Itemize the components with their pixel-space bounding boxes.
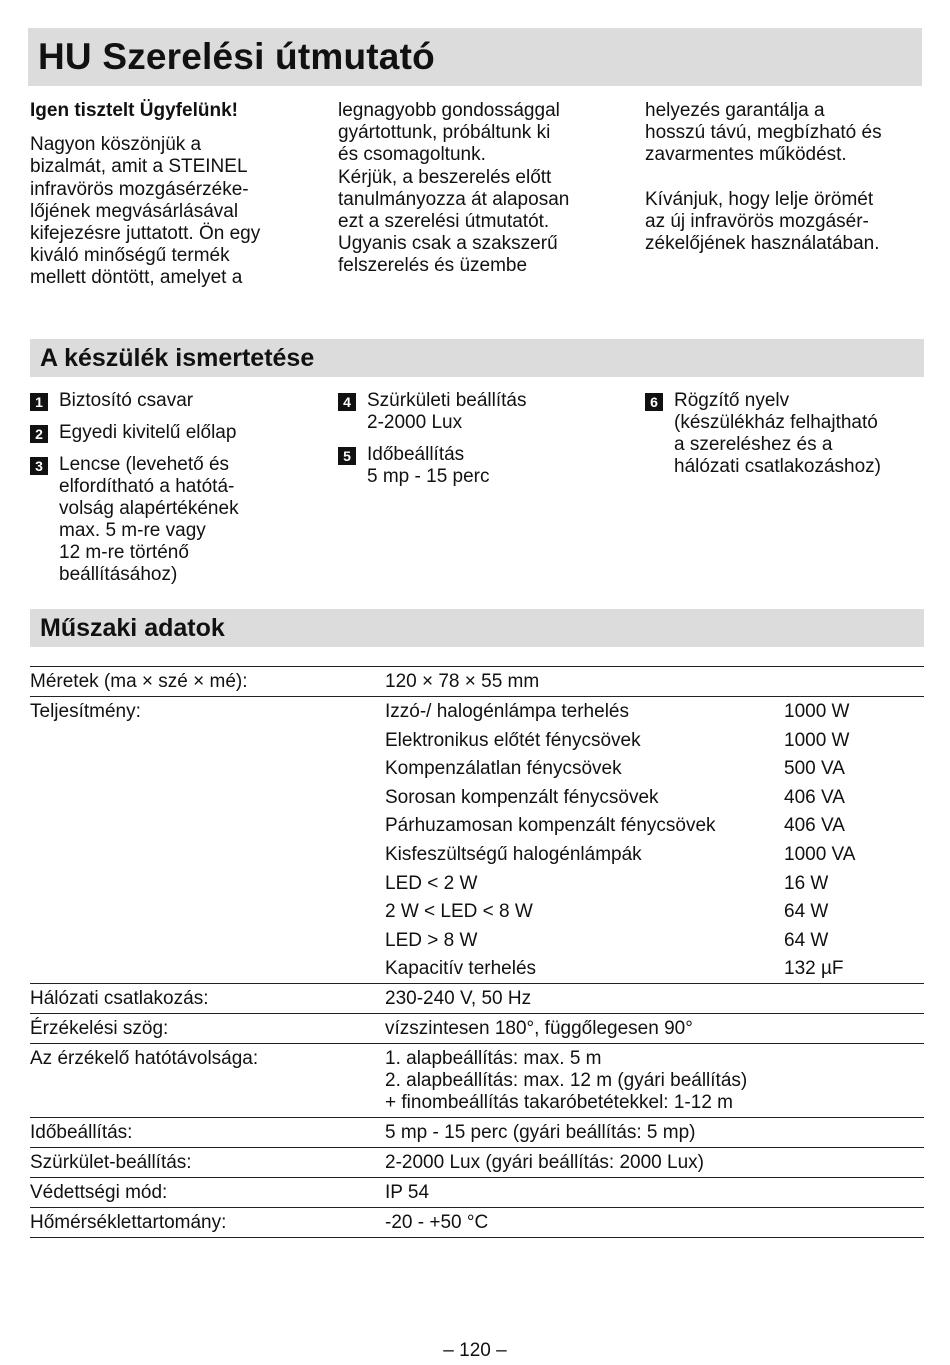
component-text: 12 m-re történő [59,542,189,563]
component-text: elfordítható a hatótá- [59,476,235,497]
load-value: 132 µF [784,958,844,980]
section-header-specs [30,609,924,647]
load-type: Kompenzálatlan fénycsövek [385,758,622,780]
intro-line: zavarmentes működést. [645,144,847,166]
component-item [30,454,310,586]
intro-line: tanulmányozza át alaposan [338,188,570,210]
load-type: Párhuzamosan kompenzált fénycsövek [385,815,716,837]
spec-label: Hálózati csatlakozás: [30,987,209,1009]
spec-value: -20 - +50 °C [385,1211,489,1233]
intro-line: és csomagoltunk. [338,144,486,166]
component-item [30,422,310,444]
component-text: Időbeállítás [367,444,465,465]
intro-line: Ugyanis csak a szakszerű [338,233,558,255]
intro-line: zékelőjének használatában. [645,233,880,255]
range-line: 1. alapbeállítás: max. 5 m [385,1047,602,1069]
load-type: Sorosan kompenzált fénycsövek [385,786,659,808]
table-row [30,1044,924,1118]
page-number: – 120 – [443,1340,507,1361]
load-value: 500 VA [784,758,845,780]
component-text: beállításához) [59,564,178,585]
component-text: (készülékház felhajtható [674,412,878,433]
range-line: + finombeállítás takaróbetétekkel: 1-12 m [385,1091,733,1113]
intro-column-3 [645,100,930,255]
power-item [385,811,924,840]
table-row [30,697,924,984]
load-type: LED > 8 W [385,929,478,951]
section-title: A készülék ismertetése [40,344,315,372]
component-number-badge: 4 [338,393,356,411]
table-row [30,984,924,1014]
component-number-badge: 1 [30,393,48,411]
intro-line: felszerelés és üzembe [338,255,528,277]
load-type: Kisfeszültségű halogénlámpák [385,843,642,865]
load-value: 64 W [784,901,829,923]
load-value: 16 W [784,872,829,894]
intro-text [30,100,922,300]
load-type: Izzó-/ halogénlámpa terhelés [385,701,629,722]
load-value: 1000 VA [784,843,856,865]
spec-label: Teljesítmény: [30,701,141,722]
spec-value: 5 mp - 15 perc (gyári beállítás: 5 mp) [385,1121,696,1143]
intro-line: lőjének megvásárlásával [30,200,239,222]
intro-line: az új infravörös mozgásér- [645,210,869,232]
intro-line: kiváló minőségű termék [30,245,230,267]
table-row [30,1118,924,1148]
load-value: 406 VA [784,786,845,808]
power-item [385,783,924,812]
intro-line: legnagyobb gondossággal [338,100,560,121]
title-bar [28,28,922,86]
table-row [30,1014,924,1044]
spec-value: vízszintesen 180°, függőlegesen 90° [385,1017,693,1039]
intro-line: Nagyon köszönjük a [30,134,202,156]
component-number-badge: 2 [30,425,48,443]
component-text: Szürkületi beállítás [367,390,527,411]
intro-line: gyártottunk, próbáltunk ki [338,122,551,144]
spec-value [385,1044,924,1117]
power-item [385,926,924,955]
component-number-badge: 3 [30,457,48,475]
spec-label: Időbeállítás: [30,1121,133,1143]
load-type: 2 W < LED < 8 W [385,901,533,923]
spec-label: Méretek (ma × szé × mé): [30,671,248,692]
load-value: 1000 W [784,729,850,751]
intro-line: mellett döntött, amelyet a [30,267,243,289]
component-text: Lencse (levehető és [59,454,230,475]
component-item [645,390,935,478]
component-text: a szereléshez és a [674,434,833,455]
component-number-badge: 5 [338,447,356,465]
power-item [385,697,924,726]
load-type: LED < 2 W [385,872,478,894]
spec-value: IP 54 [385,1181,430,1203]
spec-label: Érzékelési szög: [30,1017,169,1039]
intro-line: kifejezésre juttatott. Ön egy [30,223,261,245]
power-item [385,954,924,983]
spec-value: 120 × 78 × 55 mm [385,671,540,692]
component-text: hálózati csatlakozáshoz) [674,456,881,477]
component-item [338,444,628,488]
power-item [385,840,924,869]
power-list [385,697,924,983]
intro-line: infravörös mozgásérzéke- [30,178,249,200]
load-type: Elektronikus előtét fénycsövek [385,729,641,751]
component-text: 5 mp - 15 perc [367,466,490,487]
component-number-badge: 6 [645,393,663,411]
power-item [385,754,924,783]
specs-table [30,666,924,1238]
intro-line: Kérjük, a beszerelés előtt [338,166,552,188]
table-row [30,1208,924,1238]
intro-line: ezt a szerelési útmutatót. [338,211,550,233]
table-row [30,1148,924,1178]
power-item [385,726,924,755]
load-type: Kapacitív terhelés [385,958,537,980]
table-row [30,667,924,697]
load-value: 406 VA [784,815,845,837]
spec-label: Hőmérséklettartomány: [30,1211,227,1233]
component-item [338,390,628,434]
spec-value: 230-240 V, 50 Hz [385,987,532,1009]
page-title: HU Szerelési útmutató [38,36,435,77]
table-row [30,1178,924,1208]
intro-column-1 [30,100,315,290]
component-text: Egyedi kivitelű előlap [59,422,237,443]
component-text: 2-2000 Lux [367,412,463,433]
component-text: Rögzítő nyelv [674,390,790,411]
component-text: volság alapértékének [59,498,239,519]
section-title: Műszaki adatok [40,614,225,642]
spec-label: Az érzékelő hatótávolsága: [30,1047,259,1069]
intro-line: helyezés garantálja a [645,100,825,121]
intro-line: hosszú távú, megbízható és [645,122,882,144]
load-value: 1000 W [784,701,850,722]
intro-column-2 [338,100,623,278]
spec-label: Védettségi mód: [30,1181,168,1203]
greeting: Igen tisztelt Ügyfelünk! [30,100,238,121]
power-item [385,869,924,898]
power-item [385,897,924,926]
range-line: 2. alapbeállítás: max. 12 m (gyári beállítás) [385,1069,748,1091]
component-text: Biztosító csavar [59,390,194,411]
section-header-description [30,339,924,377]
spec-label: Szürkület-beállítás: [30,1151,192,1173]
intro-line: bizalmát, amit a STEINEL [30,156,248,178]
component-item [30,390,310,412]
intro-line: Kívánjuk, hogy lelje örömét [645,188,874,210]
component-text: max. 5 m-re vagy [59,520,206,541]
load-value: 64 W [784,929,829,951]
spec-value: 2-2000 Lux (gyári beállítás: 2000 Lux) [385,1151,704,1173]
